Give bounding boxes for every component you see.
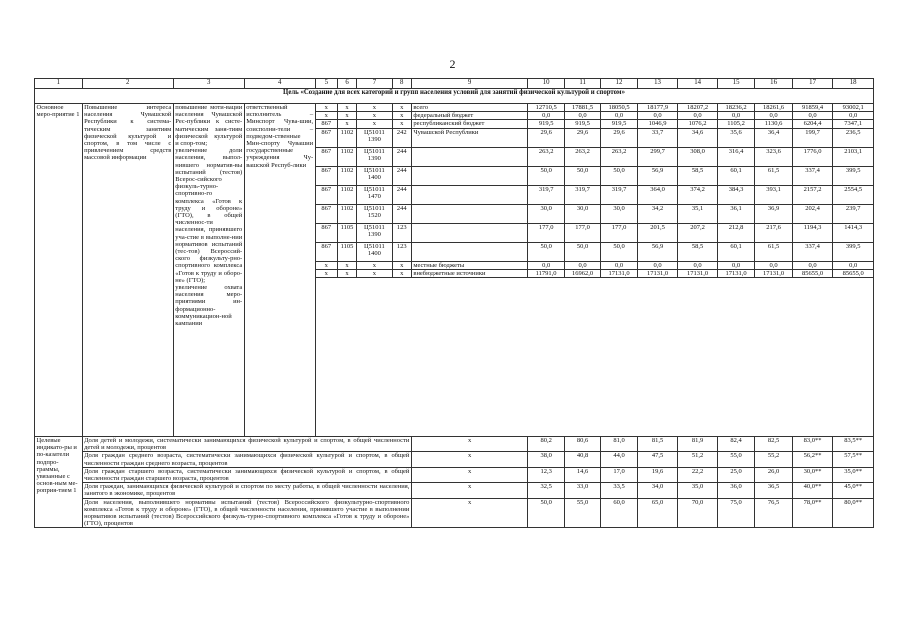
section-code: x (337, 112, 356, 120)
column-number: 16 (755, 79, 792, 89)
column-number: 18 (833, 79, 874, 89)
amount-cell: 0,0 (601, 261, 637, 269)
column-number: 12 (601, 79, 637, 89)
amount-cell: 177,0 (564, 223, 600, 242)
indicator-value: 82,5 (755, 437, 792, 452)
grbs-code: 867 (315, 128, 337, 147)
expense-type-code: x (392, 112, 411, 120)
expense-type-code: 244 (392, 147, 411, 166)
column-number: 11 (564, 79, 600, 89)
column-number: 17 (792, 79, 833, 89)
indicator-value: 80,6 (564, 437, 600, 452)
amount-cell: 30,0 (528, 204, 564, 223)
amount-cell: 319,7 (528, 185, 564, 204)
amount-cell: 201,5 (637, 223, 678, 242)
funding-source: x (411, 483, 528, 498)
amount-cell: 1046,9 (637, 120, 678, 128)
target-article-code: Ц51011 1520 (357, 204, 392, 223)
target-article-code: Ц51011 1400 (357, 166, 392, 185)
column-number: 2 (82, 79, 173, 89)
target-article-code: Ц51011 1390 (357, 147, 392, 166)
funding-source: местные бюджеты (411, 261, 528, 269)
amount-cell: 18236,2 (717, 104, 754, 112)
amount-cell: 17131,0 (678, 269, 718, 277)
amount-cell: 36,4 (755, 128, 792, 147)
amount-cell: 17881,5 (564, 104, 600, 112)
section-code: x (337, 269, 356, 277)
amount-cell: 217,6 (755, 223, 792, 242)
amount-cell: 12710,5 (528, 104, 564, 112)
amount-cell: 60,1 (717, 242, 754, 261)
grbs-code: 867 (315, 120, 337, 128)
amount-cell: 35,6 (717, 128, 754, 147)
amount-cell: 0,0 (755, 261, 792, 269)
amount-cell: 18207,2 (678, 104, 718, 112)
funding-source: республиканский бюджет (411, 120, 528, 128)
expense-type-code: x (392, 269, 411, 277)
column-number: 15 (717, 79, 754, 89)
goal-title: Цель «Создание для всех категорий и групп населения условий для занятий физической культурой и спортом» (35, 89, 874, 104)
indicator-value: 30,0** (792, 467, 833, 482)
amount-cell: 263,2 (564, 147, 600, 166)
indicator-value: 80,0** (833, 498, 874, 528)
expense-type-code: 244 (392, 185, 411, 204)
expense-type-code: 123 (392, 242, 411, 261)
amount-cell: 323,6 (755, 147, 792, 166)
indicator-value: 81,9 (678, 437, 718, 452)
indicator-value: 55,0 (564, 498, 600, 528)
amount-cell: 34,6 (678, 128, 718, 147)
amount-cell: 0,0 (833, 112, 874, 120)
indicator-text: Доля граждан, занимающихся физической культурой и спортом по месту работы, в общей численности населения, занятого в экономике, процентов (84, 483, 410, 498)
grbs-code: 867 (315, 185, 337, 204)
amount-cell: 2103,1 (833, 147, 874, 166)
funding-source: x (411, 452, 528, 467)
empty-cell (315, 278, 873, 437)
indicator-value: 55,2 (755, 452, 792, 467)
amount-cell: 58,5 (678, 242, 718, 261)
amount-cell: 263,2 (528, 147, 564, 166)
indicator-value: 35,0** (833, 467, 874, 482)
section-code: x (337, 104, 356, 112)
page-number: 2 (449, 57, 456, 71)
target-article-code: Ц51011 1470 (357, 185, 392, 204)
expense-type-code: 123 (392, 223, 411, 242)
amount-cell: 319,7 (564, 185, 600, 204)
funding-source: x (411, 437, 528, 452)
amount-cell: 50,0 (601, 166, 637, 185)
amount-cell: 384,3 (717, 185, 754, 204)
indicator-value: 40,0** (792, 483, 833, 498)
grbs-code: 867 (315, 242, 337, 261)
amount-cell: 374,2 (678, 185, 718, 204)
indicator-value: 70,0 (678, 498, 718, 528)
column-number: 3 (173, 79, 244, 89)
funding-source (411, 185, 528, 204)
column-number: 6 (337, 79, 356, 89)
indicator-value: 80,2 (528, 437, 564, 452)
program-table (34, 78, 874, 528)
main-event-result: повышение моти-вации населения Чувашской Рес-публики к систе-матическим заня-тиям физической культурой и спор-том; увеличение доли населения, выпол-нившего норматив-вы испытаний (тестов) Всерос-сийского физкуль-турно-спортивно-го комплекса «Готов к труду и обороне» (ГТО), в общей численнос-ти населения, принявшего уча-стие в выполне-нии нормативов испытаний (тес-тов) Всероссий-ского физкульту-рно-спортивного комплекса «Готов к труду и оборо-не» (ГТО); увеличение охвата населения меро-приятиями ин-формационно-коммуникацион-ной кампании (173, 104, 244, 437)
target-article-code: Ц51011 1400 (357, 242, 392, 261)
indicator-value: 38,0 (528, 452, 564, 467)
funding-source (411, 204, 528, 223)
indicator-value: 81,5 (637, 437, 678, 452)
amount-cell: 0,0 (792, 261, 833, 269)
amount-cell: 0,0 (637, 112, 678, 120)
finance-row (35, 104, 874, 112)
indicator-value: 75,0 (717, 498, 754, 528)
funding-source (411, 223, 528, 242)
section-code: 1102 (337, 147, 356, 166)
amount-cell: 11791,0 (528, 269, 564, 277)
expense-type-code: 244 (392, 166, 411, 185)
amount-cell: 0,0 (601, 112, 637, 120)
indicator-value: 51,2 (678, 452, 718, 467)
funding-source: федеральный бюджет (411, 112, 528, 120)
amount-cell: 0,0 (717, 112, 754, 120)
amount-cell: 239,7 (833, 204, 874, 223)
amount-cell: 0,0 (678, 112, 718, 120)
indicator-value: 19,6 (637, 467, 678, 482)
amount-cell: 93002,1 (833, 104, 874, 112)
indicator-value: 81,0 (601, 437, 637, 452)
amount-cell: 17131,0 (717, 269, 754, 277)
section-code: 1102 (337, 204, 356, 223)
indicator-value: 65,0 (637, 498, 678, 528)
amount-cell: 58,5 (678, 166, 718, 185)
amount-cell: 2554,5 (833, 185, 874, 204)
amount-cell: 1776,0 (792, 147, 833, 166)
indicator-value: 12,3 (528, 467, 564, 482)
indicator-value: 45,0** (833, 483, 874, 498)
section-code: x (337, 120, 356, 128)
amount-cell: 29,6 (601, 128, 637, 147)
amount-cell: 0,0 (792, 112, 833, 120)
indicator-value: 22,2 (678, 467, 718, 482)
column-number: 9 (411, 79, 528, 89)
amount-cell: 1414,3 (833, 223, 874, 242)
amount-cell: 399,5 (833, 242, 874, 261)
target-article-code: x (357, 269, 392, 277)
column-number: 14 (678, 79, 718, 89)
amount-cell: 56,9 (637, 242, 678, 261)
amount-cell: 0,0 (755, 112, 792, 120)
grbs-code: x (315, 261, 337, 269)
indicator-value: 83,0** (792, 437, 833, 452)
amount-cell: 56,9 (637, 166, 678, 185)
expense-type-code: x (392, 120, 411, 128)
target-article-code: x (357, 104, 392, 112)
amount-cell: 0,0 (833, 261, 874, 269)
funding-source: всего (411, 104, 528, 112)
amount-cell: 18177,9 (637, 104, 678, 112)
amount-cell: 0,0 (717, 261, 754, 269)
column-number: 1 (35, 79, 83, 89)
indicator-value: 50,0 (528, 498, 564, 528)
indicator-value: 83,5** (833, 437, 874, 452)
amount-cell: 36,9 (755, 204, 792, 223)
indicator-row (35, 483, 874, 498)
indicator-row (35, 437, 874, 452)
expense-type-code: 242 (392, 128, 411, 147)
amount-cell: 0,0 (564, 261, 600, 269)
grbs-code: 867 (315, 147, 337, 166)
indicator-value: 82,4 (717, 437, 754, 452)
amount-cell: 18261,6 (755, 104, 792, 112)
amount-cell: 364,0 (637, 185, 678, 204)
indicator-value: 76,5 (755, 498, 792, 528)
amount-cell: 1130,6 (755, 120, 792, 128)
indicator-text: Доля населения, выполнившего нормативы испытаний (тестов) Всероссийского физкультурно-спортивного комплекса «Готов к труду и обороне» (ГТО), в общей численности населения, принявшего участие в выполнении нормативов испытаний (тестов) Всероссийского физкуль-турно-спортивного комплекса «Готов к труду и обороне» (ГТО), процентов (84, 498, 410, 528)
indicator-value: 17,0 (601, 467, 637, 482)
amount-cell: 399,5 (833, 166, 874, 185)
amount-cell: 337,4 (792, 242, 833, 261)
section-code: 1102 (337, 166, 356, 185)
funding-source: Чувашской Республики (411, 128, 528, 147)
indicator-value: 44,0 (601, 452, 637, 467)
indicator-value: 60,0 (601, 498, 637, 528)
amount-cell: 61,5 (755, 242, 792, 261)
amount-cell: 36,1 (717, 204, 754, 223)
indicator-value: 36,0 (717, 483, 754, 498)
amount-cell: 7347,1 (833, 120, 874, 128)
funding-source (411, 242, 528, 261)
amount-cell: 85655,0 (792, 269, 833, 277)
funding-source: x (411, 467, 528, 482)
amount-cell: 2157,2 (792, 185, 833, 204)
section-code: 1102 (337, 128, 356, 147)
amount-cell: 29,6 (528, 128, 564, 147)
amount-cell: 319,7 (601, 185, 637, 204)
indicator-value: 57,5** (833, 452, 874, 467)
amount-cell: 50,0 (564, 166, 600, 185)
amount-cell: 50,0 (601, 242, 637, 261)
amount-cell: 919,5 (564, 120, 600, 128)
amount-cell: 919,5 (528, 120, 564, 128)
amount-cell: 50,0 (528, 166, 564, 185)
amount-cell: 0,0 (678, 261, 718, 269)
expense-type-code: 244 (392, 204, 411, 223)
target-article-code: Ц51011 1390 (357, 223, 392, 242)
amount-cell: 1194,3 (792, 223, 833, 242)
indicator-value: 25,0 (717, 467, 754, 482)
indicator-value: 33,0 (564, 483, 600, 498)
indicator-value: 32,5 (528, 483, 564, 498)
indicator-value: 26,0 (755, 467, 792, 482)
section-code: 1105 (337, 223, 356, 242)
indicator-value: 78,0** (792, 498, 833, 528)
amount-cell: 0,0 (528, 112, 564, 120)
target-article-code: Ц51011 1390 (357, 128, 392, 147)
amount-cell: 0,0 (637, 261, 678, 269)
amount-cell: 33,7 (637, 128, 678, 147)
grbs-code: 867 (315, 204, 337, 223)
indicator-text: Доля граждан старшего возраста, систематически занимающихся физической культурой и спортом, в общей численности граждан старшего возраста, процентов (84, 467, 410, 483)
amount-cell: 1105,2 (717, 120, 754, 128)
amount-cell: 199,7 (792, 128, 833, 147)
amount-cell: 29,6 (564, 128, 600, 147)
amount-cell: 177,0 (601, 223, 637, 242)
main-event-label: Основное меро-приятие 1 (35, 104, 83, 437)
indicator-value: 40,8 (564, 452, 600, 467)
amount-cell: 0,0 (564, 112, 600, 120)
amount-cell: 1076,2 (678, 120, 718, 128)
amount-cell: 316,4 (717, 147, 754, 166)
amount-cell: 16962,0 (564, 269, 600, 277)
section-code: 1102 (337, 185, 356, 204)
indicator-value: 55,0 (717, 452, 754, 467)
grbs-code: x (315, 104, 337, 112)
main-event-name: Повышение интереса населения Чувашской Республики к система-тическим занятиям физической культурой и спортом, в том числе с привлечением средств массовой информации (82, 104, 173, 437)
indicator-text: Доля граждан среднего возраста, систематически занимающихся физической культурой и спортом, в общей численности граждан среднего возраста, процентов (84, 452, 410, 467)
indicator-value: 33,5 (601, 483, 637, 498)
column-number: 7 (357, 79, 392, 89)
amount-cell: 35,1 (678, 204, 718, 223)
indicator-text: Доля детей и молодежи, систематически занимающихся физической культурой и спортом, в общей численности детей и молодежи, процентов (84, 437, 410, 452)
target-article-code: x (357, 112, 392, 120)
grbs-code: x (315, 112, 337, 120)
grbs-code: 867 (315, 223, 337, 242)
amount-cell: 236,5 (833, 128, 874, 147)
amount-cell: 299,7 (637, 147, 678, 166)
amount-cell: 50,0 (564, 242, 600, 261)
target-article-code: x (357, 261, 392, 269)
column-number-row (35, 79, 874, 89)
expense-type-code: x (392, 261, 411, 269)
amount-cell: 91859,4 (792, 104, 833, 112)
column-number: 13 (637, 79, 678, 89)
amount-cell: 34,2 (637, 204, 678, 223)
funding-source: x (411, 498, 528, 528)
indicator-value: 47,5 (637, 452, 678, 467)
indicator-value: 56,2** (792, 452, 833, 467)
amount-cell: 17131,0 (637, 269, 678, 277)
indicator-value: 34,0 (637, 483, 678, 498)
target-article-code: x (357, 120, 392, 128)
funding-source (411, 166, 528, 185)
section-code: 1105 (337, 242, 356, 261)
expense-type-code: x (392, 104, 411, 112)
column-number: 4 (244, 79, 315, 89)
amount-cell: 393,1 (755, 185, 792, 204)
amount-cell: 308,0 (678, 147, 718, 166)
main-event-executor: ответственный исполнитель – Минспорт Чува-шии, соисполни-тели – подведом-ственные Мин-спорту Чувашии государственные учреждения Чу-вашской Респуб-лики (244, 104, 315, 437)
amount-cell: 212,8 (717, 223, 754, 242)
column-number: 10 (528, 79, 564, 89)
amount-cell: 263,2 (601, 147, 637, 166)
amount-cell: 6204,4 (792, 120, 833, 128)
amount-cell: 30,0 (601, 204, 637, 223)
section-code: x (337, 261, 356, 269)
indicator-row (35, 452, 874, 467)
indicators-label: Целевые индикато-ры и по-казатели подпро-граммы, увязанные с основ-ным ме-роприя-тием 1 (35, 437, 83, 528)
amount-cell: 18050,5 (601, 104, 637, 112)
column-number: 5 (315, 79, 337, 89)
amount-cell: 207,2 (678, 223, 718, 242)
amount-cell: 85655,0 (833, 269, 874, 277)
indicator-value: 14,6 (564, 467, 600, 482)
column-number: 8 (392, 79, 411, 89)
indicator-value: 35,0 (678, 483, 718, 498)
amount-cell: 202,4 (792, 204, 833, 223)
indicator-row (35, 498, 874, 528)
amount-cell: 919,5 (601, 120, 637, 128)
amount-cell: 17131,0 (601, 269, 637, 277)
funding-source (411, 147, 528, 166)
grbs-code: 867 (315, 166, 337, 185)
amount-cell: 30,0 (564, 204, 600, 223)
indicator-row (35, 467, 874, 482)
amount-cell: 60,1 (717, 166, 754, 185)
indicator-value: 36,5 (755, 483, 792, 498)
funding-source: внебюджетные источники (411, 269, 528, 277)
amount-cell: 177,0 (528, 223, 564, 242)
amount-cell: 337,4 (792, 166, 833, 185)
grbs-code: x (315, 269, 337, 277)
amount-cell: 50,0 (528, 242, 564, 261)
amount-cell: 61,5 (755, 166, 792, 185)
amount-cell: 0,0 (528, 261, 564, 269)
amount-cell: 17131,0 (755, 269, 792, 277)
